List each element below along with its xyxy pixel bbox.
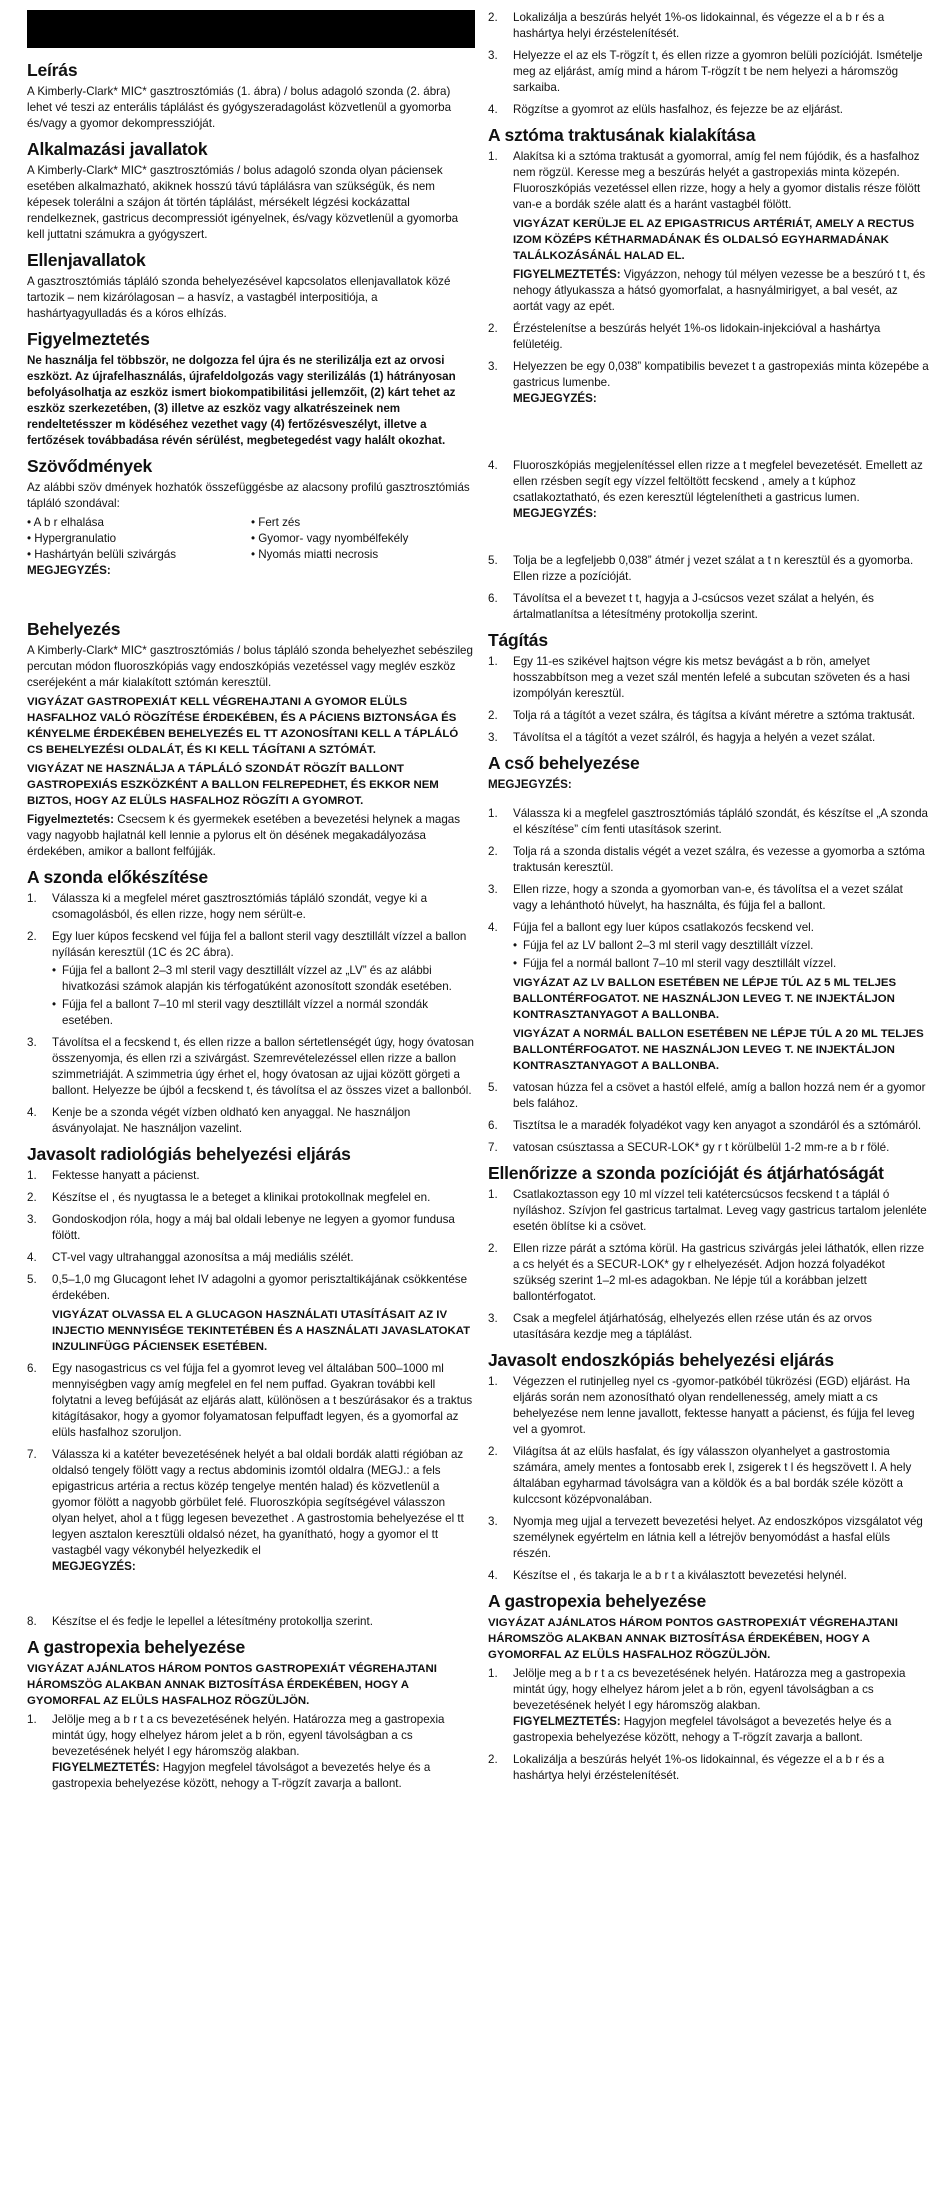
list-item: 2. Ellen rizze párát a sztóma körül. Ha gastricus szivárgás jelei láthatók, ellen rizze a cs helyét és a SECUR-LOK* gy r elhelyezését. Adjon hozzá folyadékot szükség szerint 1–2 ml-es adagokban. Ne lépje túl a korábban jelzett ballontérfogatot. [488,1242,925,1303]
list-item: 7. Válassza ki a katéter bevezetésének helyét a bal oldali bordák alatti régióban az oldalsó tengely fölött vagy a rectus abdominis izomtól oldalra (MEGJ.: a fels epigastricus artéria a rectus közép tengelye mentén halad) és közvetlenül a gyomor fölött a nagyobb görbület felé. Fluoroszkópia segítségével válasszon olyan helyet, ahol a t függ legesen bevezethet . A gastrostomia behelyezése el tt legyen asztalon keresztüli oldalsó nézet, ha gyanítható, hogy a gyomor el tt vastagbél vagy vékonybél helyezkedik el MEGJEGYZÉS: [27,1447,475,1608]
numbered-list [488,1666,930,1784]
list-item: 5. 0,5–1,0 mg Glucagont lehet IV adagolni a gyomor perisztaltikájának csökkentése érdekében. VIGYÁZAT OLVASSA EL A GLUCAGON HASZNÁLATI UTASÍTÁSAIT AZ IV INJECTIO MENNYISÉGE TEKINTETÉBEN ÉS A HASZNÁLATI JAVASLATOKAT INZULINFÜGG PÁCIENSEK ESETÉBEN. [27,1272,475,1355]
list-item: 2. Érzéstelenítse a beszúrás helyét 1%-os lidokain-injekcióval a hashártya felületéig. [488,322,881,351]
list-item: 4. Fújja fel a ballont egy luer kúpos csatlakozós fecskend vel. • Fújja fel az LV ballont 2–3 ml steril vagy desztillált vízzel. • Fújja fel a normál ballont 7–10 ml steril vagy desztillált vízzel. VIGYÁZAT AZ LV BALLON ESETÉBEN NE LÉPJE TÚL AZ 5 ML TELJES BALLONTÉRFOGATOT. NE HASZNÁLJON LEVEG T. NE INJEKTÁLJON KONTRASZTANYAGOT A BALLONBA. VIGYÁZAT A NORMÁL BALLON ESETÉBEN NE LÉPJE TÚL A 20 ML TELJES BALLONTÉRFOGATOT. NE HASZNÁLJON LEVEG T. NE INJEKTÁLJON KONTRASZTANYAGOT A BALLONBA. [488,920,930,1074]
section-title-tagitas: Tágítás [488,630,548,650]
section-title-gastropexia-2: A gastropexia behelyezése [488,1591,707,1611]
warning-paragraph: Ne használja fel többször, ne dolgozza fel újra és ne sterilizálja ezt az orvosi eszközt. Az újrafelhasználás, újrafeldolgozás vagy sterilizálás (1) hátrányosan befolyásolhatja az eszköz ismert biokompatibilitási jellemzőit, (2) kárt tehet az eszköz szerkezetében, (3) illetve az eszköz vagy alkatrészeinek nem rendeltetésszer m ködéséhez vezethet vagy (4) fertőzésveszélyt, illetve a fertőzések továbbadása révén sérülést, megbetegedést vagy halált okozhat. [27,354,456,447]
section-title-sztoma-traktus: A sztóma traktusának kialakítása [488,125,756,145]
spacer [488,796,930,806]
list-item: 3. Ellen rizze, hogy a szonda a gyomorban van-e, és távolítsa el a vezet szálat vagy a lehánthotó hüvelyt, ha használta, és fújja fel a ballont. [488,883,903,912]
list-item: • Nyomás miatti necrosis [251,547,475,563]
note-label: MEGJEGYZÉS: [513,507,597,520]
section-title-figyelmeztetes: Figyelmeztetés [27,329,150,349]
list-item: 4. Készítse el , és takarja le a b r t a kiválasztott bevezetési helynél. [488,1569,847,1582]
bullet-item: • Fújja fel a ballont 2–3 ml steril vagy desztillált vízzel az „LV” és az alábbi hivatkozási számok alapján kis térfogatúként azonosított szondák esetében. [52,963,475,995]
note-label: MEGJEGYZÉS: [513,392,597,405]
list-item: • A b r elhalása [27,515,251,531]
list-item: 6. Egy nasogastricus cs vel fújja fel a gyomrot leveg vel általában 500–1000 ml mennyiségben vagy amíg megfelel en fel nem puffad. Gyakran további kell folytatni a leveg befújását az eljárás alatt, különösen a t beszúrásakor és a traktus kitágításakor, hogy a gyomor folyamatosan felpuffadt legyen, és a gyomorfal az elüls hasfalhoz szoruljon. [27,1362,473,1439]
section-title-behelyezes: Behelyezés [27,619,121,639]
section-title-leiras: Leírás [27,60,78,80]
warning-label: Figyelmeztetés: [27,813,114,826]
caution-text: VIGYÁZAT AJÁNLATOS HÁROM PONTOS GASTROPEXIÁT VÉGREHAJTANI HÁROMSZÖG ALAKBAN ANNAK BIZTOSÍTÁSA ÉRDEKÉBEN, HOGY A GYOMORFAL AZ ELÜLS HASFALHOZ RÖGZÜLJÖN. [27,1663,437,1707]
spacer [27,582,475,612]
bullet-item: • Fújja fel a ballont 7–10 ml steril vagy desztillált vízzel a normál szondák esetében. [52,997,475,1029]
numbered-list [27,1168,475,1630]
caution-text: VIGYÁZAT KERÜLJE EL AZ EPIGASTRICUS ARTÉRIÁT, AMELY A RECTUS IZOM KÖZÉPS KÉTHARMADÁNAK ÉS OLDALSÓ EGYHARMADÁNAK TALÁLKOZÁSÁNÁL HALAD EL. [513,218,915,262]
list-item: 3. Gondoskodjon róla, hogy a máj bal oldali lebenye ne legyen a gyomor fundusa fölött. [27,1213,455,1242]
warning-note [27,812,475,860]
list-item: 1. Alakítsa ki a sztóma traktusát a gyomorral, amíg fel nem fújódik, és a hasfalhoz nem rögzül. Keresse meg a beszúrás helyét a gastropexiás minta közepén. Fluoroszkópiás vezetéssel ellen rizze, hogy a hely a gyomor distalis része fölött van-e a bordák széle alatt és a haránt vastagbél fölött. VIGYÁZAT KERÜLJE EL AZ EPIGASTRICUS ARTÉRIÁT, AMELY A RECTUS IZOM KÖZÉPS KÉTHARMADÁNAK ÉS OLDALSÓ EGYHARMADÁNAK TALÁLKOZÁSÁNÁL HALAD EL. FIGYELMEZTETÉS: Vigyázzon, nehogy túl mélyen vezesse be a beszúró t t, és nehogy átlyukassza a hátsó gyomorfalat, a hasnyálmirigyet, a bal vesét, az aortát vagy az epét. [488,149,930,315]
warning-note: FIGYELMEZTETÉS: Hagyjon megfelel távolságot a bevezetés helye és a gastropexia behelyezése között, nehogy a T-rögzít zavarja a ballont. [513,1715,892,1744]
section-title-javallatok: Alkalmazási javallatok [27,139,208,159]
paragraph: A Kimberly-Clark* MIC* gasztrosztómiás (1. ábra) / bolus adagoló szonda (2. ábra) lehet vé teszi az enterális táplálást és gyógyszeradagolást közvetlenül a gyomorba és/vagy a gyomor dekompresszióját. [27,85,452,130]
numbered-list [488,806,930,1156]
spacer [52,1578,475,1608]
list-item: 2. Tolja rá a tágítót a vezet szálra, és tágítsa a kívánt méretre a sztóma traktusát. [488,709,916,722]
list-item: 1. Jelölje meg a b r t a cs bevezetésének helyén. Határozza meg a gastropexia mintát úgy, hogy elhelyez három jelet a b rön, egyenl távolságban a cs bevezetésének helyét l egy háromszög alakban. FIGYELMEZTETÉS: Hagyjon megfelel távolságot a bevezetés helye és a gastropexia behelyezése között, nehogy a T-rögzít zavarja a ballont. [488,1666,930,1746]
list-item: 7. vatosan csúsztassa a SECUR-LOK* gy r t körülbelül 1-2 mm-re a b r fölé. [488,1141,890,1154]
list-item: 6. Tisztítsa le a maradék folyadékot vagy ken anyagot a szondáról és a sztómáról. [488,1119,922,1132]
right-column [488,10,930,1790]
list-item: 3. Helyezze el az els T-rögzít t, és ellen rizze a gyomron belüli pozícióját. Ismételje meg az eljárást, amíg mind a három T-rögzít t be nem helyezi a háromszög sarkaiba. [488,49,923,94]
section-title-ellenorizze: Ellenőrizze a szonda pozícióját és átjárhatóságát [488,1163,884,1183]
list-item: 4. Fluoroszkópiás megjelenítéssel ellen rizze a t megfelel bevezetését. Emellett az ellen rzésben segít egy vízzel feltöltött fecskend , amely a t kúphoz csatlakoztatható, és ezen keresztül légtelenítheti a gastricus lumen. MEGJEGYZÉS: [488,458,930,547]
list-item: 2. Világítsa át az elüls hasfalat, és így válasszon olyanhelyet a gastrostomia számára, amely mentes a fontosabb erek l, zsigerek t l és hegszövett l. A hely általában egyharmad távolságra van a köldök és a bal bordák széle között a kulccsont középvonalában. [488,1445,912,1506]
list-item: 1. Válassza ki a megfelel gasztrosztómiás tápláló szondát, és készítse el „A szonda el készítése” cím fenti utasítások szerint. [488,807,929,836]
complication-list [27,515,475,563]
list-item: 2. Lokalizálja a beszúrás helyét 1%-os lidokainnal, és végezze el a b r és a hashártya helyi érzéstelenítését. [488,11,885,40]
section-title-ellenjavallatok: Ellenjavallatok [27,250,146,270]
numbered-list [488,1374,930,1584]
caution-text: VIGYÁZAT AZ LV BALLON ESETÉBEN NE LÉPJE TÚL AZ 5 ML TELJES BALLONTÉRFOGATOT. NE HASZNÁLJON LEVEG T. NE INJEKTÁLJON KONTRASZTANYAGOT A BALLONBA. [513,977,897,1021]
spacer [513,525,930,547]
paragraph: A gasztrosztómiás tápláló szonda behelyezésével kapcsolatos ellenjavallatok közé tartozik – nem kizárólagosan – a hasvíz, a vastagbél interpositiója, a hashártyagyulladás és a kóros elhízás. [27,275,451,320]
paragraph: A Kimberly-Clark* MIC* gasztrosztómiás / bolus tápláló szonda behelyezhet sebészileg percutan módon fluoroszkópiás vagy endoszkópiás vezetéssel vagy meglév eszköz cseréjeként a már kialakított sztómán keresztül. [27,644,473,689]
paragraph: Az alábbi szöv dmények hozhatók összefüggésbe az alacsony profilú gasztrosztómiás tápláló szondával: [27,481,470,510]
list-item: 2. Lokalizálja a beszúrás helyét 1%-os lidokainnal, és végezze el a b r és a hashártya helyi érzéstelenítését. [488,1753,885,1782]
section-title-radiologias: Javasolt radiológiás behelyezési eljárás [27,1144,351,1164]
caution-text: VIGYÁZAT A NORMÁL BALLON ESETÉBEN NE LÉPJE TÚL A 20 ML TELJES BALLONTÉRFOGATOT. NE HASZNÁLJON LEVEG T. NE INJEKTÁLJON KONTRASZTANYAGOT A BALLONBA. [513,1028,924,1072]
list-item: 2. Tolja rá a szonda distalis végét a vezet szálra, és vezesse a gyomorba a sztóma traktusán keresztül. [488,845,925,874]
section-title-cso-behelyezese: A cső behelyezése [488,753,640,773]
list-item: 8. Készítse el és fedje le lepellel a létesítmény protokollja szerint. [27,1615,373,1628]
caution-text: VIGYÁZAT NE HASZNÁLJA A TÁPLÁLÓ SZONDÁT RÖGZÍT BALLONT GASTROPEXIÁS ESZKÖZKÉNT A BALLON FELREPEDHET, ÉS EKKOR NEM BIZTOS, HOGY AZ ELÜLS HASFALHOZ RÖGZÍTI A GYOMROT. [27,763,439,807]
paragraph: A Kimberly-Clark* MIC* gasztrosztómiás / bolus adagoló szonda olyan páciensek esetében alkalmazható, akiknek hosszú távú táplálásra van szükségük, és nem képesek tolerálni a szájon át történ táplálást, mérsékelt légzési kockázattal rendelkeznek, gastricus decompressiót igényelnek, és/vagy közvetlenül a gyomorba kell juttatni számukra a gyógyszert. [27,164,459,241]
spacer [513,410,930,452]
warning-body: Csecsem k és gyermekek esetében a bevezetési helynek a magas vagy nagyobb hajlatnál kell lennie a pylorus elt ön désének megakadályozása érdekében, amikor a ballont felfújják. [27,813,461,858]
numbered-list [27,1712,475,1792]
bullet-list [52,963,475,1029]
list-item: 1. Végezzen el rutinjelleg nyel cs -gyomor-patkóbél tükrözési (EGD) eljárást. Ha eljárás során nem azonosítható olyan rendellenesség, amely miatt a cs behelyezése nem lenne javallott, fektesse hanyatt a pácienst, és fújja fel leveg vel a gyomrot. [488,1375,915,1436]
bullet-list [513,938,930,972]
list-item: 5. vatosan húzza fel a csövet a hastól elfelé, amíg a ballon hozzá nem ér a gyomor bels falához. [488,1081,926,1110]
list-item: 1. Jelölje meg a b r t a cs bevezetésének helyén. Határozza meg a gastropexia mintát úgy, hogy elhelyez három jelet a b rön, egyenl távolságban a cs bevezetésének helyét l egy háromszög alakban. FIGYELMEZTETÉS: Hagyjon megfelel távolságot a bevezetés helye és a gastropexia behelyezése között, nehogy a T-rögzít zavarja a ballont. [27,1712,475,1792]
section-title-szonda-elokeszitese: A szonda előkészítése [27,867,208,887]
numbered-list [27,891,475,1137]
list-item: 4. Rögzítse a gyomrot az elüls hasfalhoz, és fejezze be az eljárást. [488,103,843,116]
caution-text: VIGYÁZAT GASTROPEXIÁT KELL VÉGREHAJTANI A GYOMOR ELÜLS HASFALHOZ VALÓ RÖGZÍTÉSE ÉRDEKÉBEN, ÉS A PÁCIENS BIZTONSÁGA ÉS KÉNYELME ÉRDEKÉBEN BEHELYEZÉS EL TT AZONOSÍTANI KELL A TÁPLÁLÓ CS BEHELYEZÉSI OLDALÁT, ÉS KI KELL TÁGÍTANI A SZTÓMÁT. [27,696,459,756]
list-item: 1. Csatlakoztasson egy 10 ml vízzel teli katétercsúcsos fecskend t a táplál ó nyíláshoz. Szívjon fel gastricus tartalmat. Leveg vagy gastricus tartalom jelenléte esetén öblítse ki a csövet. [488,1188,927,1233]
warning-note: FIGYELMEZTETÉS: Hagyjon megfelel távolságot a bevezetés helye és a gastropexia behelyezése között, nehogy a T-rögzít zavarja a ballont. [52,1761,431,1790]
list-item: 3. Nyomja meg ujjal a tervezett bevezetési helyet. Az endoszkópos vizsgálatot vég személynek egyértelm en látnia kell a létrejöv benyomódást a hasfal elüls részén. [488,1515,923,1560]
caution-text: VIGYÁZAT AJÁNLATOS HÁROM PONTOS GASTROPEXIÁT VÉGREHAJTANI HÁROMSZÖG ALAKBAN ANNAK BIZTOSÍTÁSA ÉRDEKÉBEN, HOGY A GYOMORFAL AZ ELÜLS HASFALHOZ RÖGZÜLJÖN. [488,1617,898,1661]
list-item: 5. Tolja be a legfeljebb 0,038” átmér j vezet szálat a t n keresztül és a gyomorba. Ellen rizze a pozícióját. [488,554,914,583]
header-bar [27,10,475,48]
list-item: 2. Egy luer kúpos fecskend vel fújja fel a ballont steril vagy desztillált vízzel a ballon nyílásán keresztül (1C és 2C ábra). • Fújja fel a ballont 2–3 ml steril vagy desztillált vízzel az „LV” és az alábbi hivatkozási számok alapján kis térfogatúként azonosított szondák esetében. • Fújja fel a ballont 7–10 ml steril vagy desztillált vízzel a normál szondák esetében. [27,929,475,1029]
list-item: 4. CT-vel vagy ultrahanggal azonosítsa a máj mediális szélét. [27,1251,354,1264]
list-item: • Gyomor- vagy nyombélfekély [251,531,475,547]
list-item: 3. Csak a megfelel átjárhatóság, elhelyezés ellen rzése után és az orvos utasítására kezdje meg a táplálást. [488,1312,872,1341]
list-item: 3. Távolítsa el a tágítót a vezet szálról, és hagyja a helyén a vezet szálat. [488,731,876,744]
numbered-list [488,654,930,746]
list-item: • Hashártyán belüli szivárgás [27,547,251,563]
numbered-list [488,10,930,118]
section-title-gastropexia: A gastropexia behelyezése [27,1637,246,1657]
list-item: • Hypergranulatio [27,531,251,547]
list-item: • Fert zés [251,515,475,531]
caution-text: VIGYÁZAT OLVASSA EL A GLUCAGON HASZNÁLATI UTASÍTÁSAIT AZ IV INJECTIO MENNYISÉGE TEKINTETÉBEN ÉS A HASZNÁLATI JAVASLATOKAT INZULINFÜGG PÁCIENSEK ESETÉBEN. [52,1309,471,1353]
list-item: 4. Kenje be a szonda végét vízben oldható ken anyaggal. Ne használjon ásványolajat. Ne használjon vazelint. [27,1106,411,1135]
list-item: 3. Távolítsa el a fecskend t, és ellen rizze a ballon sértetlenségét úgy, hogy óvatosan összenyomja, és ellen rzi a szivárgást. Szemrevételezéssel ellen rizze a ballon szimmetriáját. A szimmetria úgy érhet el, hogy óvatosan az ujjai között görgeti a ballont. Helyezze be újból a fecskend t, és távolítsa el az összes vizet a ballonból. [27,1036,474,1097]
list-item: 2. Készítse el , és nyugtassa le a beteget a klinikai protokollnak megfelel en. [27,1191,431,1204]
left-column [27,10,475,1798]
warning-note: FIGYELMEZTETÉS: Vigyázzon, nehogy túl mélyen vezesse be a beszúró t t, és nehogy átlyukassza a hátsó gyomorfalat, a hasnyálmirigyet, a bal vesét, az aortát vagy az epét. [513,268,926,313]
numbered-list [488,1187,930,1343]
section-title-endoszkopias: Javasolt endoszkópiás behelyezési eljárás [488,1350,834,1370]
note-label: MEGJEGYZÉS: [488,778,572,791]
numbered-list [488,149,930,623]
list-item: 1. Válassza ki a megfelel méret gasztrosztómiás tápláló szondát, vegye ki a csomagolásból, és ellen rizze, hogy nem sérült-e. [27,892,428,921]
section-title-szovodmenyek: Szövődmények [27,456,153,476]
bullet-item: • Fújja fel az LV ballont 2–3 ml steril vagy desztillált vízzel. [513,938,930,954]
note-label: MEGJEGYZÉS: [52,1560,136,1573]
list-item: 1. Fektesse hanyatt a pácienst. [27,1169,200,1182]
list-item: 3. Helyezzen be egy 0,038” kompatibilis bevezet t a gastropexiás minta közepébe a gastricus lumenbe. MEGJEGYZÉS: [488,359,930,452]
note-label: MEGJEGYZÉS: [27,564,111,577]
list-item: 6. Távolítsa el a bevezet t t, hagyja a J-csúcsos vezet szálat a helyén, és ártalmatlanítsa a létesítmény protokollja szerint. [488,592,874,621]
bullet-item: • Fújja fel a normál ballont 7–10 ml steril vagy desztillált vízzel. [513,956,930,972]
list-item: 1. Egy 11-es szikével hajtson végre kis metsz bevágást a b rön, amelyet hosszabbítson meg a vezet szál mentén lefelé a subcutan szöveten és a hasi izompólyán keresztül. [488,655,911,700]
